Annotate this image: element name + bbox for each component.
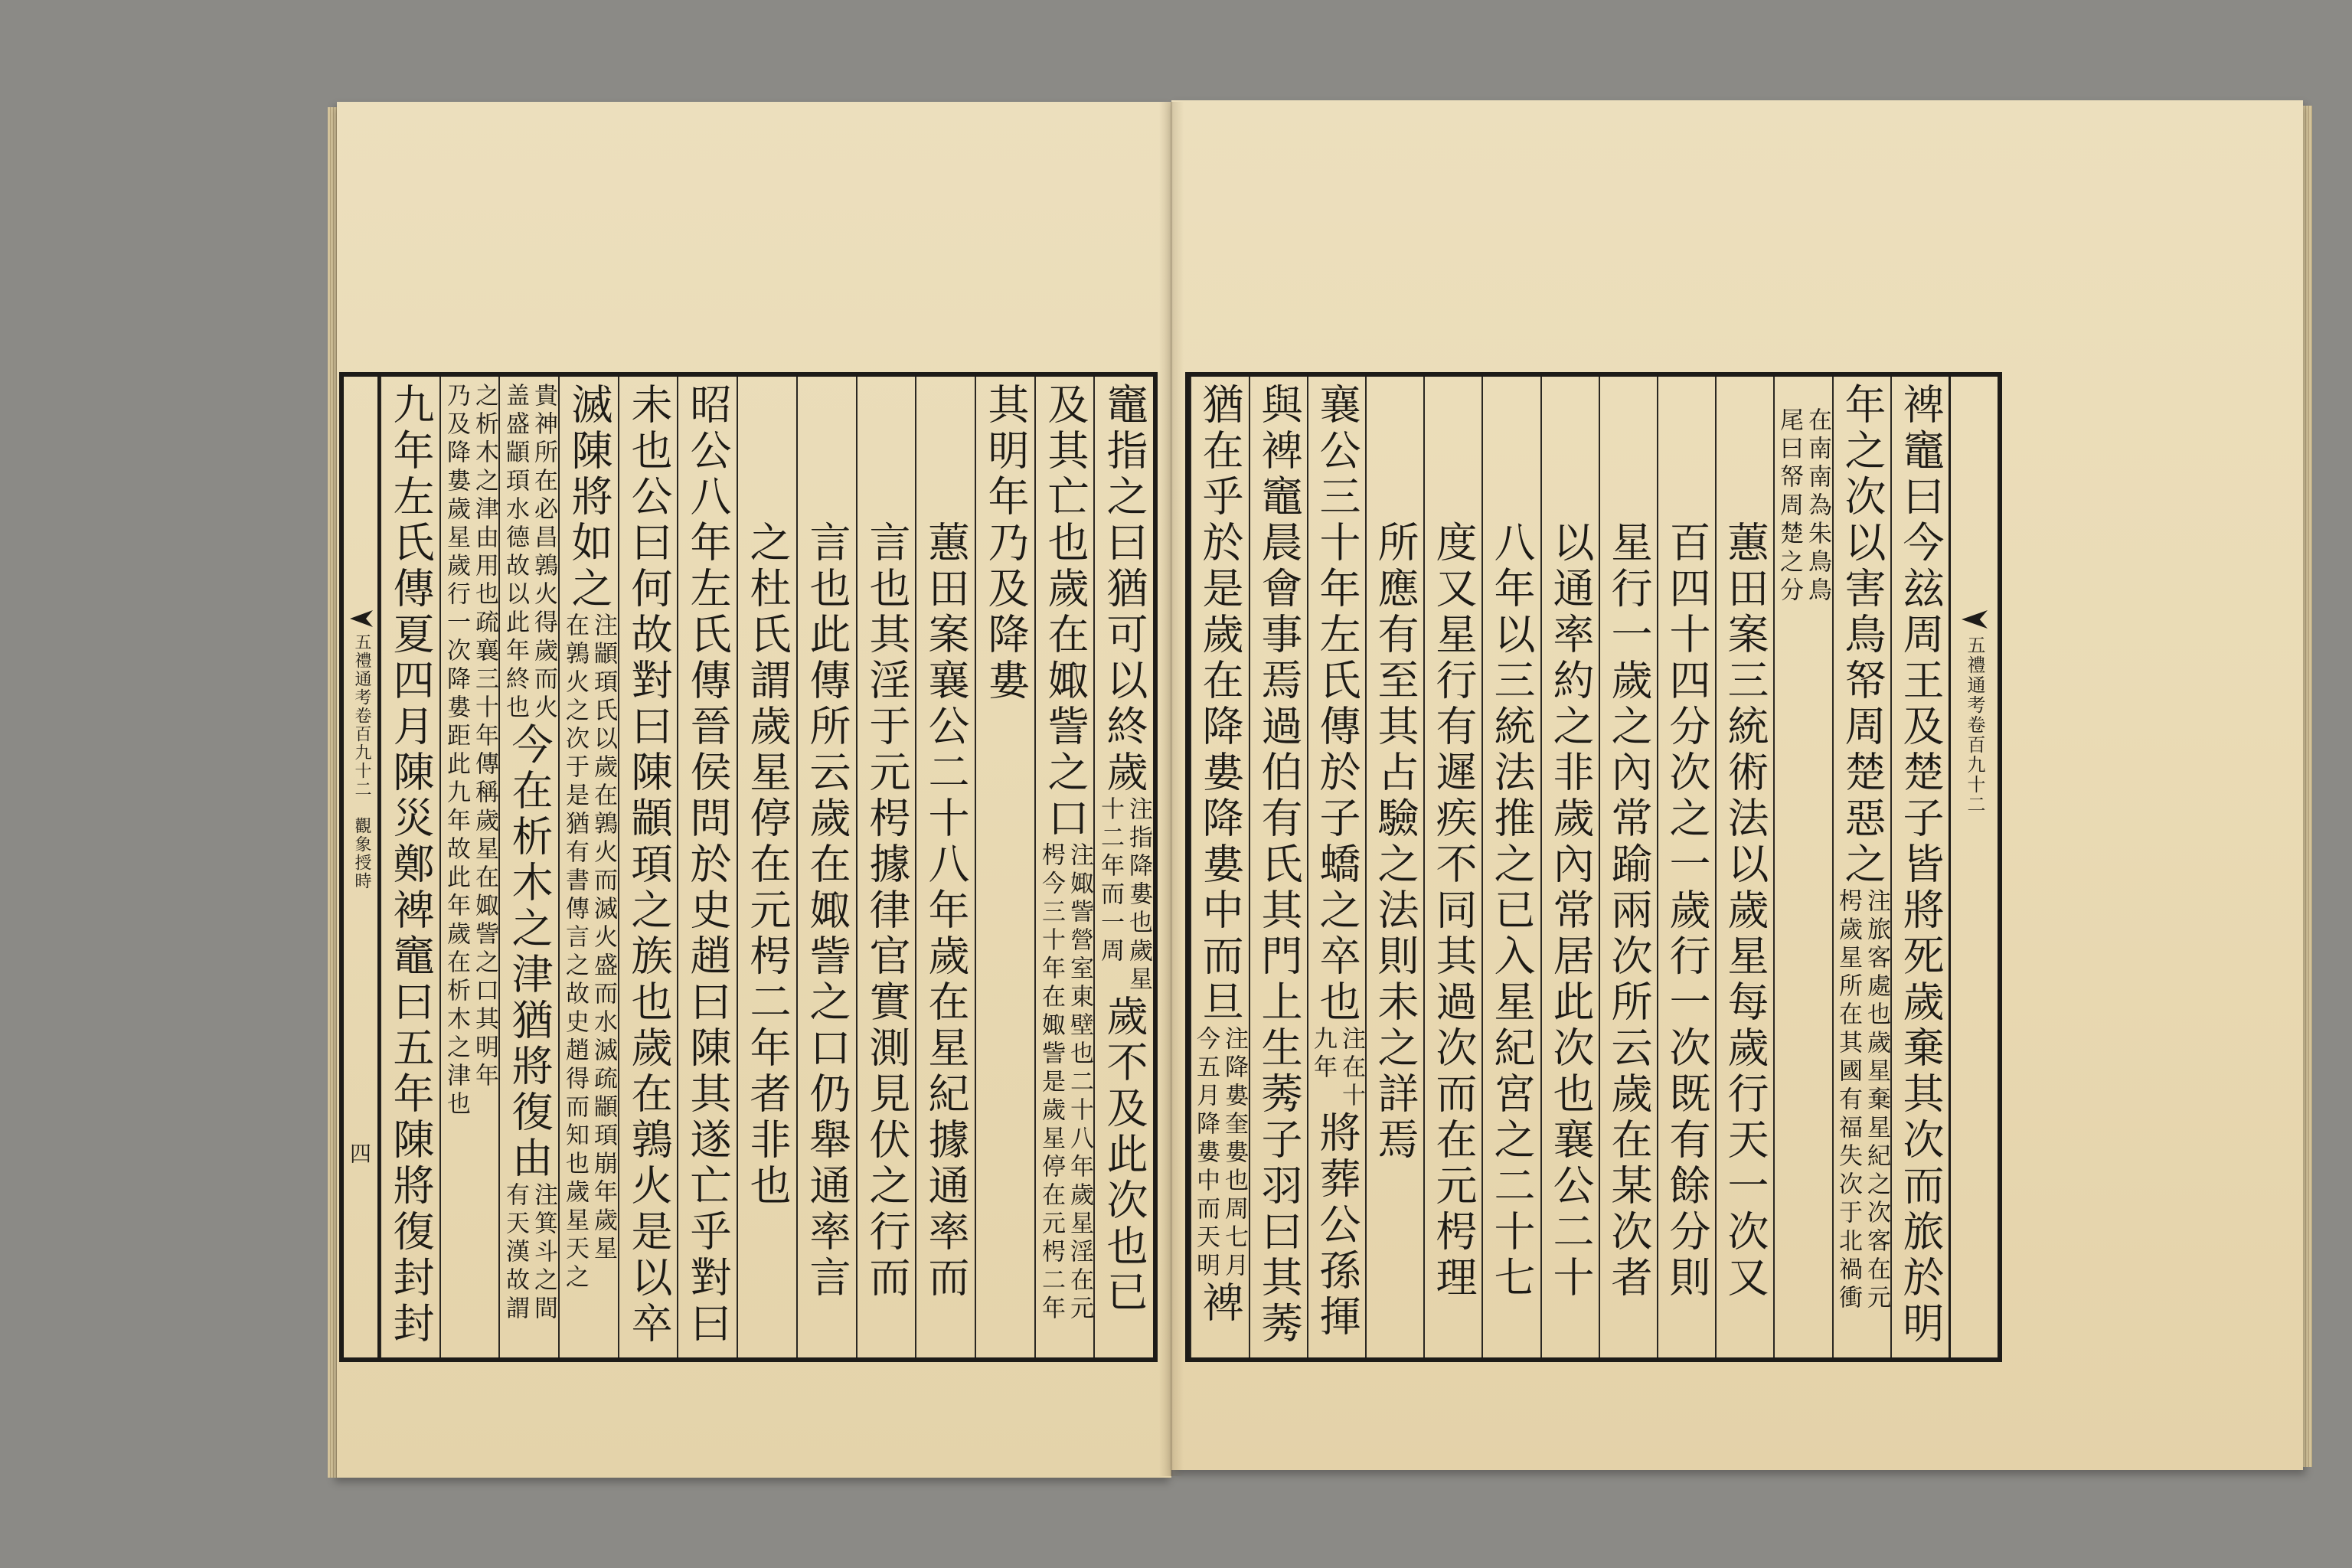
main-text: 今在析木之津猶將復由 xyxy=(505,723,554,1182)
text-column xyxy=(1307,377,1365,1357)
text-column xyxy=(1890,377,1949,1357)
text-column xyxy=(1249,377,1307,1357)
annotation-note xyxy=(1775,407,1831,606)
note-line: 貴神所在必昌鶉火得歲而火 xyxy=(530,383,557,723)
text-column xyxy=(975,377,1034,1357)
annotation-note xyxy=(443,383,498,1119)
text-column xyxy=(1034,377,1094,1357)
note-line: 有天漢故謂 xyxy=(501,1182,529,1324)
banxin-section: 觀象授時 xyxy=(352,817,371,890)
text-column xyxy=(915,377,975,1357)
note-line: 注降婁奎婁也周七月 xyxy=(1220,1026,1248,1281)
annotation-note xyxy=(1309,1026,1364,1111)
annotation-note xyxy=(1192,1026,1247,1281)
note-line: 注旅客處也歲星棄星紀之次客在元 xyxy=(1863,888,1890,1313)
banxin-title: 五禮通考卷百九十二 xyxy=(1964,635,1985,815)
note-line: 九年 xyxy=(1309,1026,1337,1083)
note-line: 注箕斗之間 xyxy=(530,1182,557,1324)
text-column xyxy=(1657,377,1715,1357)
right-banxin xyxy=(1949,377,1998,1357)
fish-tail-mark xyxy=(1962,610,1988,629)
main-text: 年之次以害鳥帑周楚惡之 xyxy=(1838,383,1886,888)
main-text: 裨竈曰今玆周王及楚子皆將死歲棄其次而旅於明 xyxy=(1896,383,1945,1348)
fish-tail-mark xyxy=(350,610,373,627)
annotation-note xyxy=(1834,888,1890,1313)
banxin-title: 五禮通考卷百九十二 xyxy=(352,633,371,799)
text-column xyxy=(737,377,796,1357)
note-line: 枵歲星所在其國有福失次于北禍衝 xyxy=(1834,888,1862,1313)
main-text: 歲不及此次也已 xyxy=(1100,995,1148,1316)
note-line: 十二年而一周 xyxy=(1096,796,1124,966)
right-page-edge xyxy=(2303,106,2312,1467)
annotation-note xyxy=(1096,796,1152,995)
note-line: 注在十 xyxy=(1338,1026,1365,1111)
main-text: 九年左氏傳夏四月陳災鄭裨竈曰五年陳將復封封 xyxy=(387,383,435,1348)
commentary-text: 八年以三統法推之已入星紀宮之二十七 xyxy=(1488,521,1536,1302)
commentary-text: 所應有至其占驗之法則未之詳焉 xyxy=(1371,521,1419,1164)
commentary-text: 言也此傳所云歲在娵訾之口仍舉通率言 xyxy=(803,521,851,1302)
text-column xyxy=(1773,377,1831,1357)
note-line: 今五月降婁中而天明 xyxy=(1192,1026,1220,1281)
text-column xyxy=(1093,377,1153,1357)
text-column xyxy=(380,377,439,1357)
commentary-text: 以通率約之非歲內常居此次也襄公二十 xyxy=(1547,521,1595,1302)
note-line: 在鶉火之次于是猶有書傳言之故史趙得而知也歲星天之 xyxy=(561,612,589,1292)
commentary-text: 百四十四分次之一歲行一次既有餘分則 xyxy=(1663,521,1711,1302)
note-line: 之析木之津由用也疏襄三十年傳稱歲星在娵訾之口其明年 xyxy=(471,383,498,1091)
main-text: 襄公三十年左氏傳於子蟜之卒也 xyxy=(1313,383,1361,1026)
text-column xyxy=(677,377,737,1357)
main-text: 其明年乃及降婁 xyxy=(982,383,1030,704)
banxin-page-number: 四 xyxy=(347,1142,372,1165)
annotation-note xyxy=(501,383,557,723)
text-column xyxy=(1365,377,1423,1357)
commentary-text: 蕙田案三統術法以歲星每歲行天一次又 xyxy=(1721,521,1769,1302)
note-line: 乃及降婁歲星歲行一次降婁距此九年故此年歲在析木之津也 xyxy=(443,383,470,1119)
commentary-text: 之杜氏謂歲星停在元枵二年者非也 xyxy=(743,521,792,1210)
main-text: 將葬公孫揮 xyxy=(1313,1111,1361,1341)
main-text: 未也公曰何故對曰陳顓頊之族也歲在鶉火是以卒 xyxy=(625,383,673,1348)
note-line: 注娵訾營室東壁也二十八年歲星淫在元 xyxy=(1066,842,1093,1324)
text-column xyxy=(1423,377,1481,1357)
note-line: 尾曰帑周楚之分 xyxy=(1775,407,1803,606)
text-column xyxy=(1599,377,1657,1357)
note-line: 注指降婁也歲星 xyxy=(1125,796,1152,995)
note-line: 在南南為朱鳥鳥 xyxy=(1804,407,1831,606)
note-line: 注顓頊氏以歲在鶉火而滅火盛而水滅疏顓頊崩年歲星 xyxy=(590,612,617,1264)
text-column xyxy=(856,377,916,1357)
text-column xyxy=(439,377,499,1357)
commentary-text: 蕙田案襄公二十八年歲在星紀據通率而 xyxy=(922,521,970,1302)
book-fold xyxy=(1159,102,1184,1476)
commentary-text: 度又星行有遲疾不同其過次而在元枵理 xyxy=(1429,521,1478,1302)
note-line: 枵今三十年在娵訾是歲星停在元枵二年 xyxy=(1037,842,1065,1324)
main-text: 竈指之曰猶可以終歲 xyxy=(1100,383,1148,796)
text-column xyxy=(618,377,678,1357)
commentary-text: 星行一歲之內常踰兩次所云歲在某次者 xyxy=(1605,521,1653,1302)
left-page-edge xyxy=(328,107,337,1478)
text-column xyxy=(1540,377,1599,1357)
main-text: 滅陳將如之 xyxy=(565,383,613,612)
text-column xyxy=(1832,377,1890,1357)
text-column xyxy=(796,377,856,1357)
text-column xyxy=(558,377,618,1357)
text-column xyxy=(1481,377,1540,1357)
text-column xyxy=(498,377,558,1357)
main-text: 與裨竈晨會事焉過伯有氏其門上生莠子羽曰其莠 xyxy=(1255,383,1303,1348)
annotation-note xyxy=(501,1182,557,1324)
note-line: 盖盛顓頊水德故以此年終也 xyxy=(501,383,529,723)
annotation-note xyxy=(561,612,616,1292)
left-banxin xyxy=(344,377,380,1357)
annotation-note xyxy=(1037,842,1093,1324)
commentary-text: 言也其淫于元枵據律官實測見伏之行而 xyxy=(863,521,911,1302)
main-text: 猶在乎於是歲在降婁降婁中而旦 xyxy=(1196,383,1244,1026)
main-text: 昭公八年左氏傳晉侯問於史趙曰陳其遂亡乎對曰 xyxy=(684,383,732,1348)
main-text: 及其亡也歲在娵訾之口 xyxy=(1041,383,1089,842)
text-column xyxy=(1190,377,1248,1357)
main-text: 裨 xyxy=(1196,1281,1244,1327)
text-column xyxy=(1715,377,1773,1357)
